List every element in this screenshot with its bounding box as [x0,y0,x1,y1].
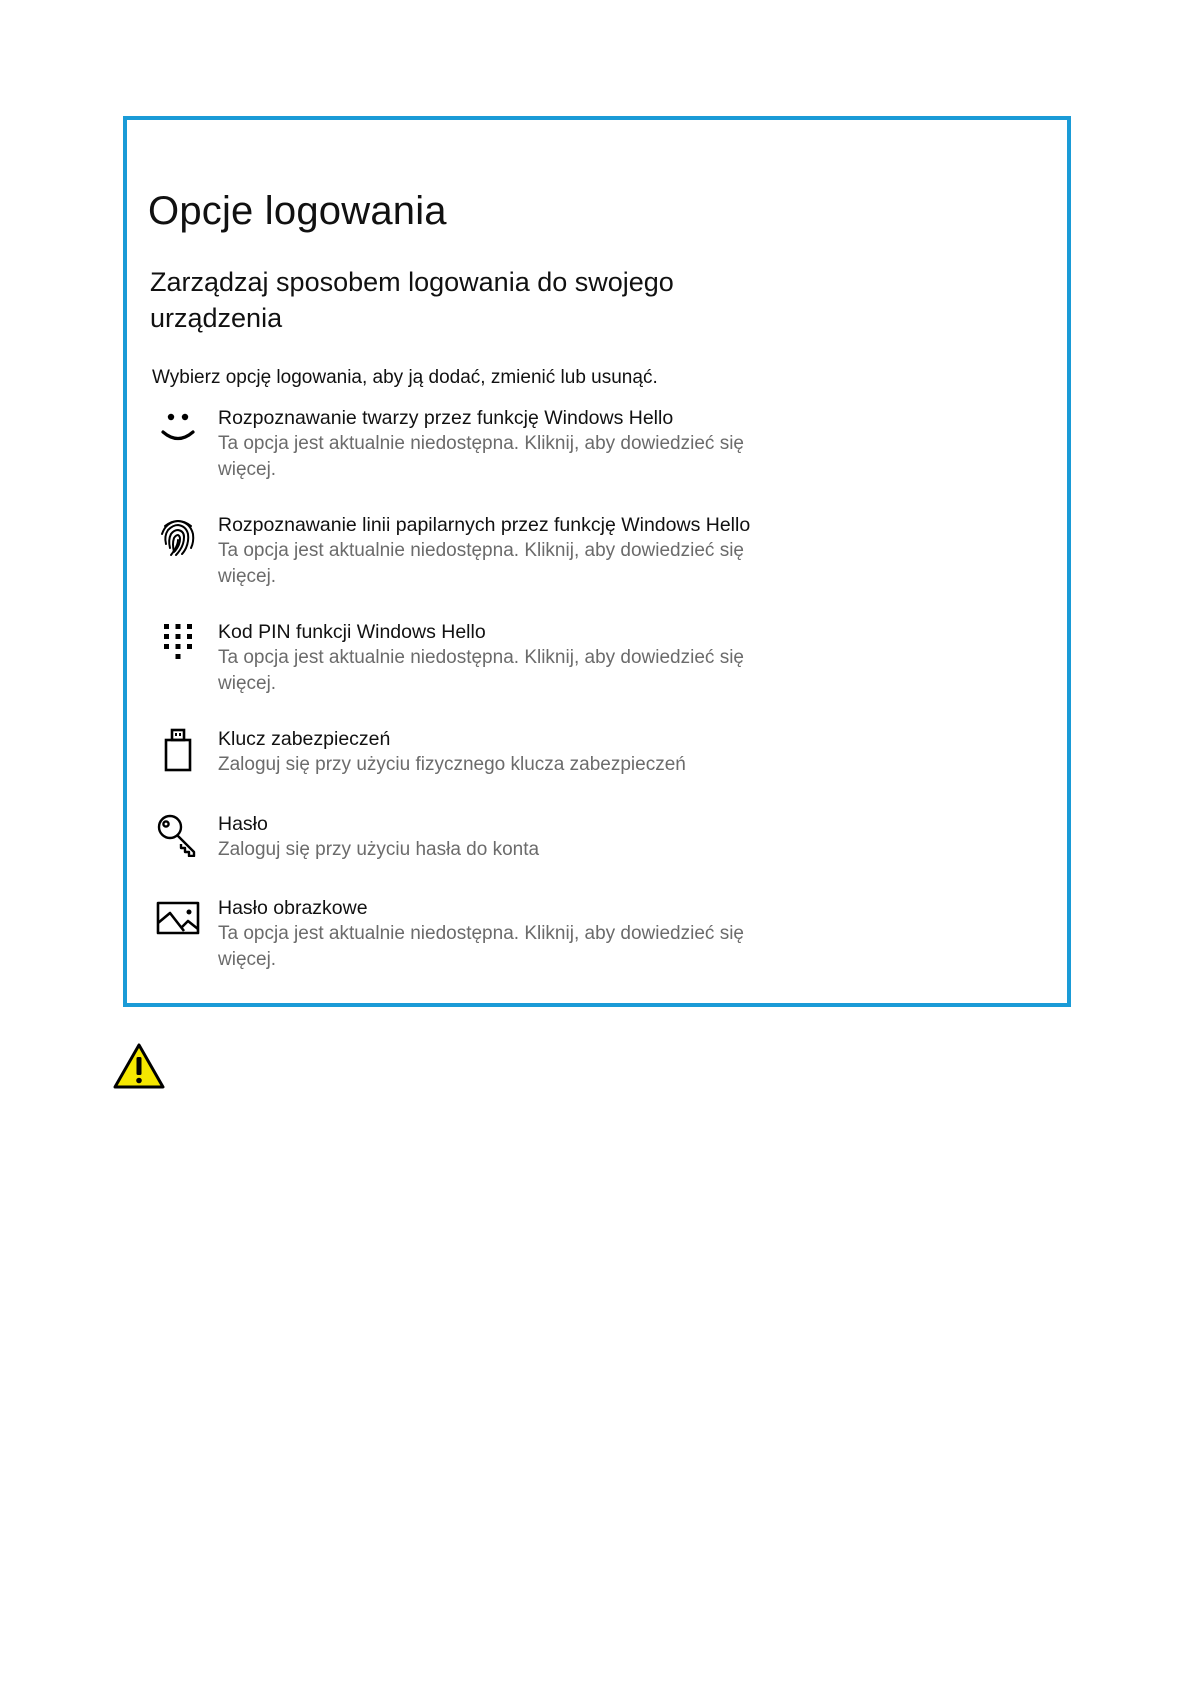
option-label: Hasło obrazkowe [218,897,368,919]
fingerprint-icon [156,514,200,558]
key-icon [156,813,200,857]
pin-keypad-icon [156,621,200,665]
picture-icon [156,897,200,941]
option-label: Klucz zabezpieczeń [218,728,391,750]
option-label: Kod PIN funkcji Windows Hello [218,621,486,643]
option-description: Ta opcja jest aktualnie niedostępna. Kliknij, aby dowiedzieć się więcej. [218,540,744,587]
option-description: Ta opcja jest aktualnie niedostępna. Kliknij, aby dowiedzieć się więcej. [218,647,744,694]
face-icon [156,407,200,451]
usb-key-icon [156,728,200,772]
page-title: Opcje logowania [148,189,447,233]
option-label: Hasło [218,813,268,835]
option-description: Ta opcja jest aktualnie niedostępna. Kliknij, aby dowiedzieć się więcej. [218,433,744,480]
option-description: Ta opcja jest aktualnie niedostępna. Kliknij, aby dowiedzieć się więcej. [218,923,744,970]
option-password[interactable] [152,811,772,891]
option-picture-password[interactable] [152,895,772,975]
option-description: Zaloguj się przy użyciu hasła do konta [218,839,540,860]
page-subtitle: Zarządzaj sposobem logowania do swojego urządzenia [150,267,674,333]
option-description: Zaloguj się przy użyciu fizycznego klucza zabezpieczeń [218,754,686,775]
warning-icon [113,1042,165,1090]
instruction-text: Wybierz opcję logowania, aby ją dodać, zmienić lub usunąć. [152,367,658,388]
option-security-key[interactable] [152,726,772,806]
option-face-recognition[interactable] [152,405,772,485]
option-label: Rozpoznawanie linii papilarnych przez funkcję Windows Hello [218,514,751,536]
option-fingerprint[interactable] [152,512,772,592]
option-label: Rozpoznawanie twarzy przez funkcję Windows Hello [218,407,674,429]
option-pin[interactable] [152,619,772,699]
